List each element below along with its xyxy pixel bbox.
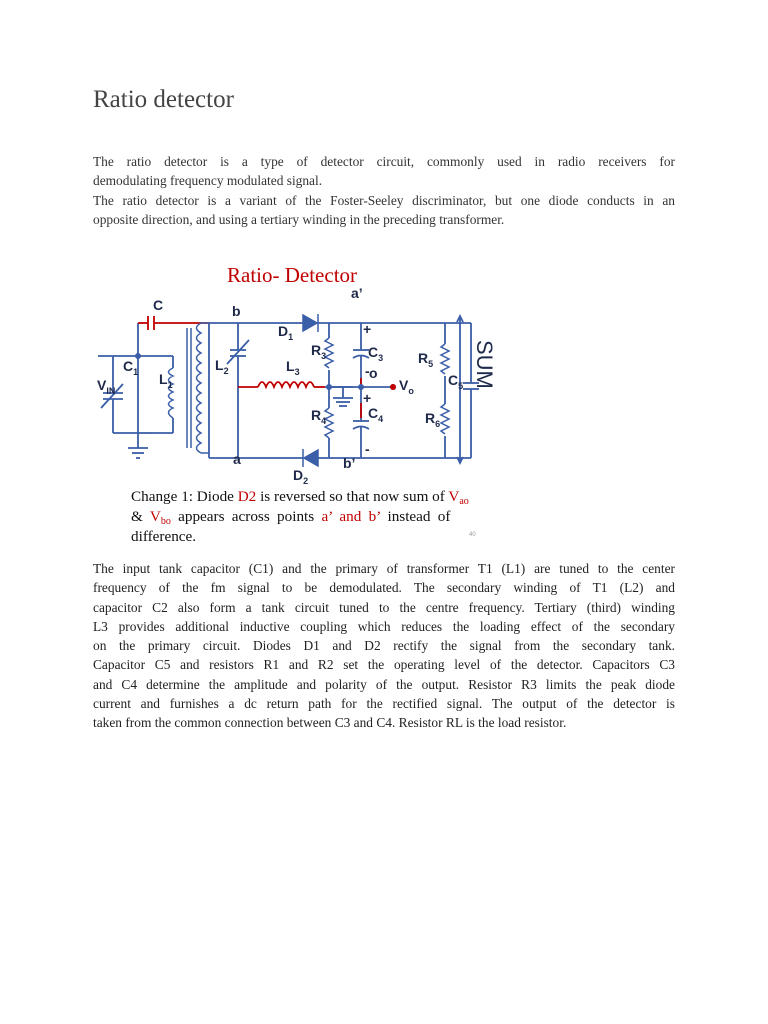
- label-c5: $C_5$: [448, 372, 464, 391]
- label-vo: $V_o$: [399, 377, 414, 396]
- label-c3: $C_3$: [368, 344, 384, 363]
- intro-paragraph: [93, 152, 675, 229]
- intro-line: The ratio detector is a type of detector circuit, commonly used in radio receivers for: [93, 154, 675, 169]
- label-vin: $V_{IN}$: [97, 377, 116, 396]
- ratio-detector-figure: [93, 258, 498, 548]
- label-r6: $R_6$: [425, 410, 441, 429]
- caption-line-1: Change 1: Diode D2 is reversed so that now sum of Vao: [131, 488, 469, 507]
- body-line: and C4 determine the amplitude and polarity of the output. Resistor R3 limits the peak diode: [93, 676, 675, 692]
- label-o: o: [369, 365, 378, 381]
- label-plus: +: [363, 321, 372, 337]
- label-a: a: [233, 451, 241, 467]
- label-c1: $C_1$: [123, 358, 139, 377]
- body-line: Capacitor C5 and resistors R1 and R2 set the operating level of the detector. Capacitors C3: [93, 657, 675, 673]
- label-r3: $R_3$: [311, 342, 327, 361]
- slide-page-number: 40: [469, 532, 476, 538]
- page-title: Ratio detector: [93, 86, 234, 113]
- label-r5: $R_5$: [418, 350, 434, 369]
- label-r4: $R_4$: [311, 407, 327, 426]
- label-l1: $L_1$: [159, 371, 173, 390]
- body-line: frequency of the fm signal to be demodulated. The secondary winding of T1 (L2) and: [93, 580, 675, 596]
- label-b-prime: b’: [343, 455, 356, 471]
- label-a-prime: a’: [351, 285, 363, 301]
- caption-line-3: difference.: [131, 528, 197, 545]
- intro-line: opposite direction, and using a tertiary winding in the preceding transformer.: [93, 211, 505, 227]
- label-minus: -: [365, 441, 370, 457]
- body-paragraph: [93, 559, 675, 733]
- label-plus: +: [363, 390, 372, 406]
- label-sum: SUM: [472, 340, 497, 389]
- intro-line: demodulating frequency modulated signal.: [93, 173, 323, 189]
- intro-line: The ratio detector is a variant of the Foster-Seeley discriminator, but one diode conducts in an: [93, 192, 675, 208]
- label-l2: $L_2$: [215, 357, 229, 376]
- label-d1: $D_1$: [278, 323, 294, 342]
- label-c4: $C_4$: [368, 405, 384, 424]
- figure-title: Ratio- Detector: [227, 263, 358, 287]
- label-d2: $D_2$: [293, 467, 309, 486]
- label-minus: -: [365, 363, 370, 379]
- label-l3: $L_3$: [286, 358, 300, 377]
- body-line: on the primary circuit. Diodes D1 and D2 rectify the signal from the secondary tank.: [93, 638, 675, 654]
- body-line: current and furnishes a dc return path for the rectified signal. The output of the detector is: [93, 696, 675, 712]
- body-line: capacitor C2 also form a tank circuit tuned to the centre frequency. Tertiary (third) winding: [93, 599, 675, 615]
- caption-line-2: & Vbo appears across points a’ and b’ instead of: [131, 508, 451, 527]
- body-line: L3 provides additional inductive coupling which reduces the loading effect of the secondary: [93, 618, 675, 634]
- body-line: taken from the common connection between C3 and C4. Resistor RL is the load resistor.: [93, 715, 567, 731]
- label-b: b: [232, 303, 241, 319]
- body-line: The input tank capacitor (C1) and the primary of transformer T1 (L1) are tuned to the center: [93, 561, 675, 576]
- label-c: C: [153, 297, 164, 313]
